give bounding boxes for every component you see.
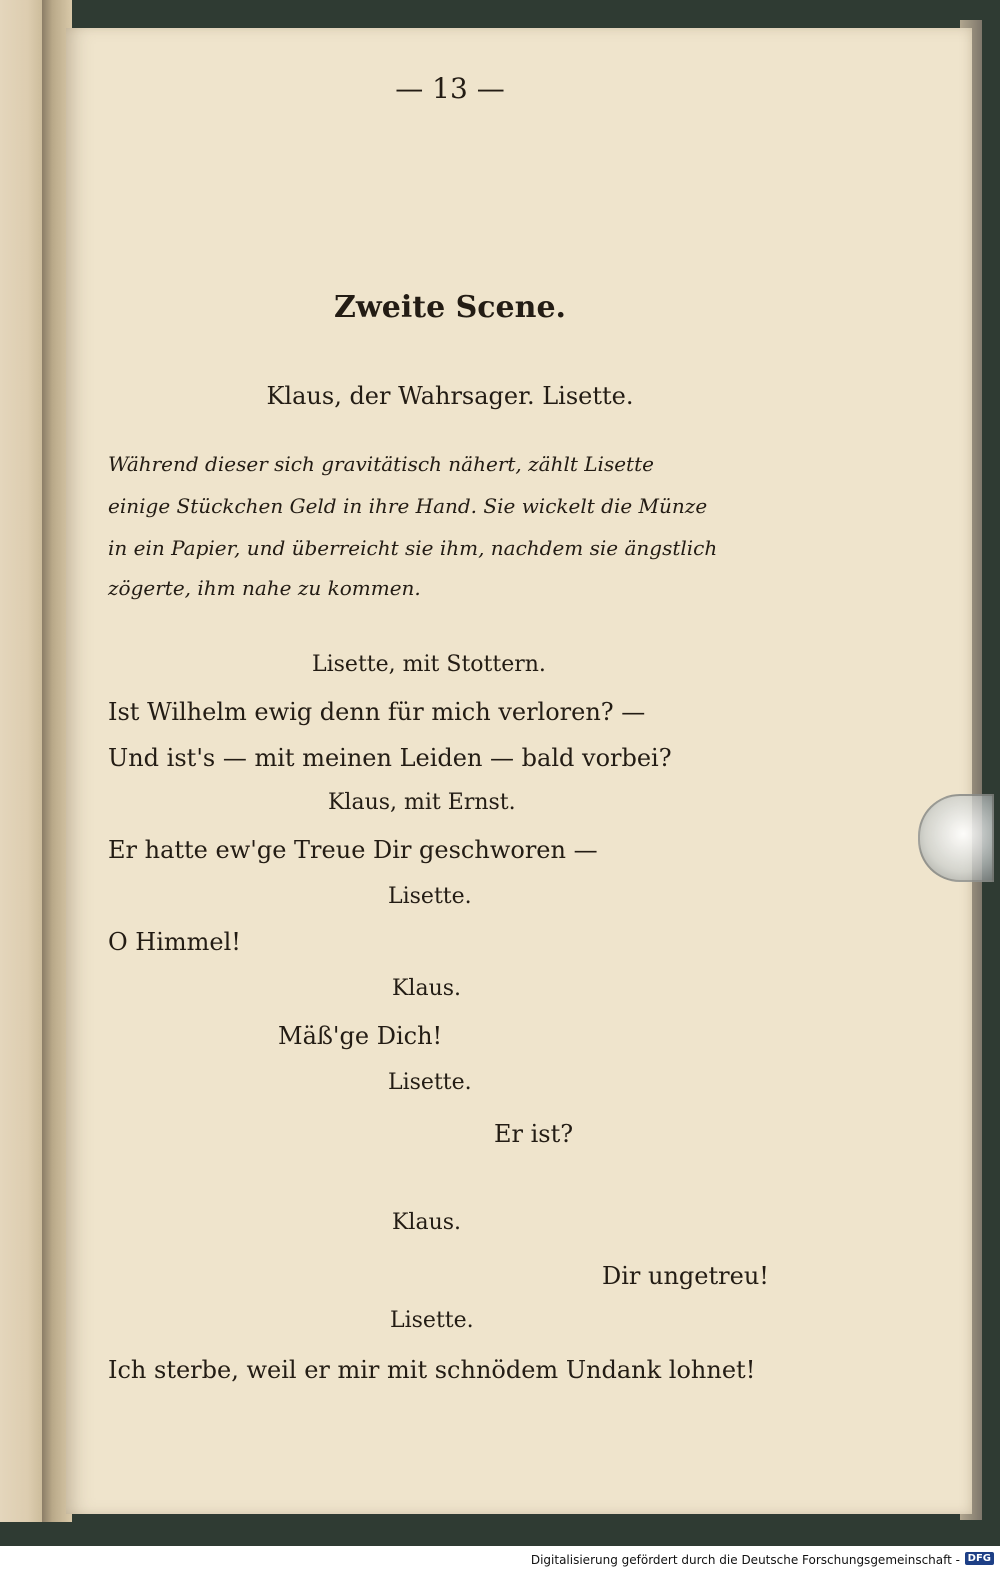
left-page-edge — [0, 0, 46, 1522]
dialogue-line: Mäß'ge Dich! — [278, 1022, 443, 1050]
dialogue-line: Dir ungetreu! — [602, 1262, 769, 1290]
speaker-label: Klaus. — [392, 976, 462, 1001]
dialogue-line: Ist Wilhelm ewig denn für mich verloren? — — [108, 698, 646, 726]
speaker-label: Klaus. — [392, 1210, 462, 1235]
speaker-label: Lisette. — [390, 1308, 474, 1333]
digitization-credit: Digitalisierung gefördert durch die Deutsche Forschungsgemeinschaft - — [530, 1553, 960, 1567]
character-list: Klaus, der Wahrsager. Lisette. — [266, 382, 634, 410]
dialogue-line: Und ist's — mit meinen Leiden — bald vorbei? — [108, 744, 672, 772]
stage-direction-line: zögerte, ihm nahe zu kommen. — [108, 576, 421, 600]
dialogue-line: Er hatte ew'ge Treue Dir geschworen — — [108, 836, 598, 864]
speaker-label: Lisette. — [388, 884, 472, 909]
stage-direction-line: in ein Papier, und überreicht sie ihm, nachdem sie ängstlich — [108, 536, 718, 560]
dialogue-line: O Himmel! — [108, 928, 241, 956]
page-tab-marker — [918, 794, 994, 882]
scene-title: Zweite Scene. — [334, 290, 566, 325]
dialogue-line: Er ist? — [494, 1120, 574, 1148]
dialogue-line: Ich sterbe, weil er mir mit schnödem Undank lohnet! — [108, 1356, 756, 1384]
stage-direction-line: Während dieser sich gravitätisch nähert, zählt Lisette — [108, 452, 654, 476]
dfg-logo: DFG — [965, 1552, 994, 1565]
speaker-label: Lisette, mit Stottern. — [312, 652, 546, 677]
speaker-label: Lisette. — [388, 1070, 472, 1095]
speaker-label: Klaus, mit Ernst. — [328, 790, 516, 815]
stage-direction-line: einige Stückchen Geld in ihre Hand. Sie wickelt die Münze — [108, 494, 708, 518]
page-number: — 13 — — [395, 72, 505, 105]
